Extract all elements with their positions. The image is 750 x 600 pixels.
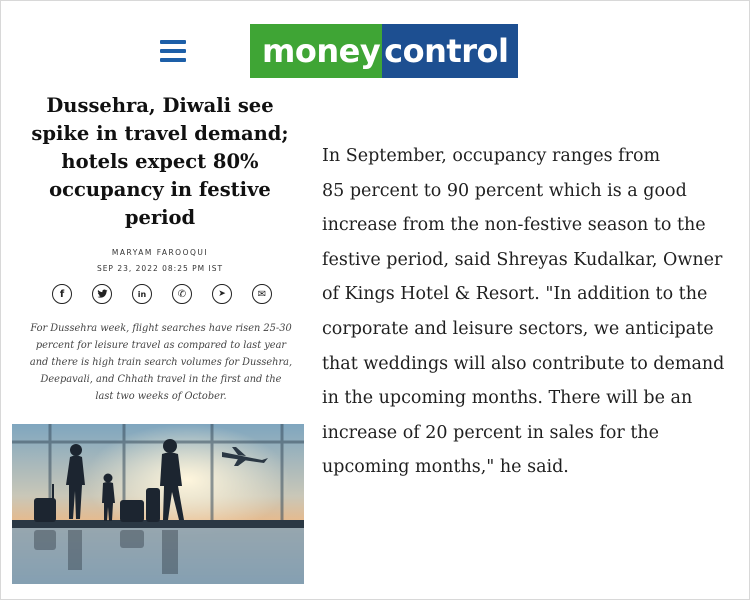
email-icon[interactable]: ✉	[252, 284, 272, 304]
moneycontrol-logo[interactable]	[250, 24, 508, 78]
publish-date: SEP 23, 2022 08:25 PM IST	[96, 264, 224, 273]
headline-line: period	[124, 206, 196, 229]
linkedin-icon[interactable]: in	[132, 284, 152, 304]
facebook-icon[interactable]: f	[52, 284, 72, 304]
share-buttons	[52, 284, 272, 308]
summary-line: last two weeks of October.	[95, 391, 227, 402]
quote-line: increase of 20 percent in sales for the	[322, 422, 660, 443]
quote-line: festive period, said Shreyas Kudalkar, Owner	[322, 249, 723, 270]
summary-line: and there is high train search volumes for Dussehra,	[29, 357, 293, 368]
article-headline	[14, 92, 306, 232]
headline-line: spike in travel demand;	[31, 122, 289, 145]
quote-line: upcoming months," he said.	[322, 457, 569, 478]
twitter-icon[interactable]	[92, 284, 112, 304]
quote-line: increase from the non-festive season to the	[322, 215, 706, 236]
summary-line: For Dussehra week, flight searches have risen 25-30	[30, 323, 292, 334]
headline-line: Dussehra, Diwali see	[46, 94, 274, 117]
headline-line: hotels expect 80%	[61, 150, 259, 173]
hamburger-menu-icon[interactable]	[160, 40, 186, 64]
telegram-icon[interactable]: ➤	[212, 284, 232, 304]
quote-paragraph	[322, 139, 742, 485]
headline-line: occupancy in festive	[49, 178, 271, 201]
article-summary	[16, 320, 306, 405]
quote-line: corporate and leisure sectors, we anticipate	[322, 318, 714, 339]
author-byline[interactable]: MARYAM FAROOQUI	[111, 248, 209, 257]
quote-line: that weddings will also contribute to demand	[322, 353, 725, 374]
quote-line: of Kings Hotel & Resort. "In addition to the	[322, 284, 708, 305]
summary-line: Deepavali, and Chhath travel in the first and the	[40, 374, 282, 385]
quote-line: in the upcoming months. There will be an	[322, 388, 693, 409]
whatsapp-icon[interactable]: ✆	[172, 284, 192, 304]
logo-money-text: money	[250, 24, 382, 78]
summary-line: percent for leisure travel as compared to last year	[35, 340, 287, 351]
quote-line: In September, occupancy ranges from	[322, 146, 661, 166]
logo-control-text: control	[382, 24, 518, 78]
quote-line: 85 percent to 90 percent which is a good	[322, 180, 687, 201]
article-photo-travellers-airport	[12, 424, 304, 584]
